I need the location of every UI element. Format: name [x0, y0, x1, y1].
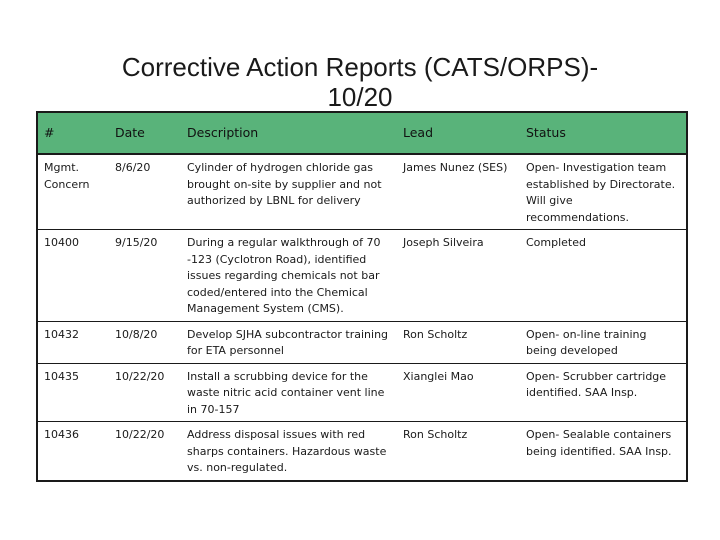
cell-lead: Ron Scholtz: [396, 321, 519, 363]
title-line-2: 10/20: [327, 82, 393, 112]
cell-date: 10/22/20: [115, 428, 165, 441]
cell-status: Open- on-line training being developed: [519, 321, 687, 363]
page-title: [60, 52, 660, 112]
column-header-number: #: [37, 112, 108, 154]
table-row: [37, 154, 687, 230]
cell-date: 10/22/20: [108, 363, 180, 422]
cell-number: 10400: [37, 230, 108, 322]
cell-description: Address disposal issues with red sharps containers. Hazardous waste vs. non-regulated.: [187, 428, 387, 474]
corrective-action-table: [36, 111, 688, 482]
cell-description: Install a scrubbing device for the waste nitric acid container vent line in 70-157: [180, 363, 396, 422]
column-header-date: Date: [108, 112, 180, 154]
cell-date: 10/8/20: [108, 321, 180, 363]
cell-number: 10436: [44, 428, 79, 441]
cell-status: Open- Scrubber cartridge identified. SAA Insp.: [519, 363, 687, 422]
table-row: [37, 422, 687, 481]
table-row: [37, 230, 687, 322]
table-header-row: [37, 112, 687, 154]
cell-lead: Xianglei Mao: [396, 363, 519, 422]
cell-description: Develop SJHA subcontractor training for ETA personnel: [180, 321, 396, 363]
column-header-description: Description: [180, 112, 396, 154]
title-line-1: Corrective Action Reports (CATS/ORPS)-: [121, 52, 599, 82]
cell-lead: Ron Scholtz: [403, 428, 468, 441]
cell-number: 10435: [37, 363, 108, 422]
column-header-status: Status: [519, 112, 687, 154]
cell-number: 10432: [37, 321, 108, 363]
table-row: [37, 321, 687, 363]
cell-lead: Joseph Silveira: [396, 230, 519, 322]
cell-description: Cylinder of hydrogen chloride gas brought on-site by supplier and not authorized by LBNL for delivery: [180, 154, 396, 230]
cell-date: 9/15/20: [108, 230, 180, 322]
cell-date: 8/6/20: [108, 154, 180, 230]
cell-status: Open- Sealable containers being identified. SAA Insp.: [526, 428, 672, 458]
cell-status: Open- Investigation team established by Directorate. Will give recommendations.: [519, 154, 687, 230]
cell-number: Mgmt. Concern: [37, 154, 108, 230]
cell-description: During a regular walkthrough of 70 -123 (Cyclotron Road), identified issues regarding chemicals not bar coded/entered into the Chemical Management System (CMS).: [180, 230, 396, 322]
column-header-lead: Lead: [396, 112, 519, 154]
cell-status: Completed: [519, 230, 687, 322]
cell-lead: James Nunez (SES): [396, 154, 519, 230]
table-row: [37, 363, 687, 422]
